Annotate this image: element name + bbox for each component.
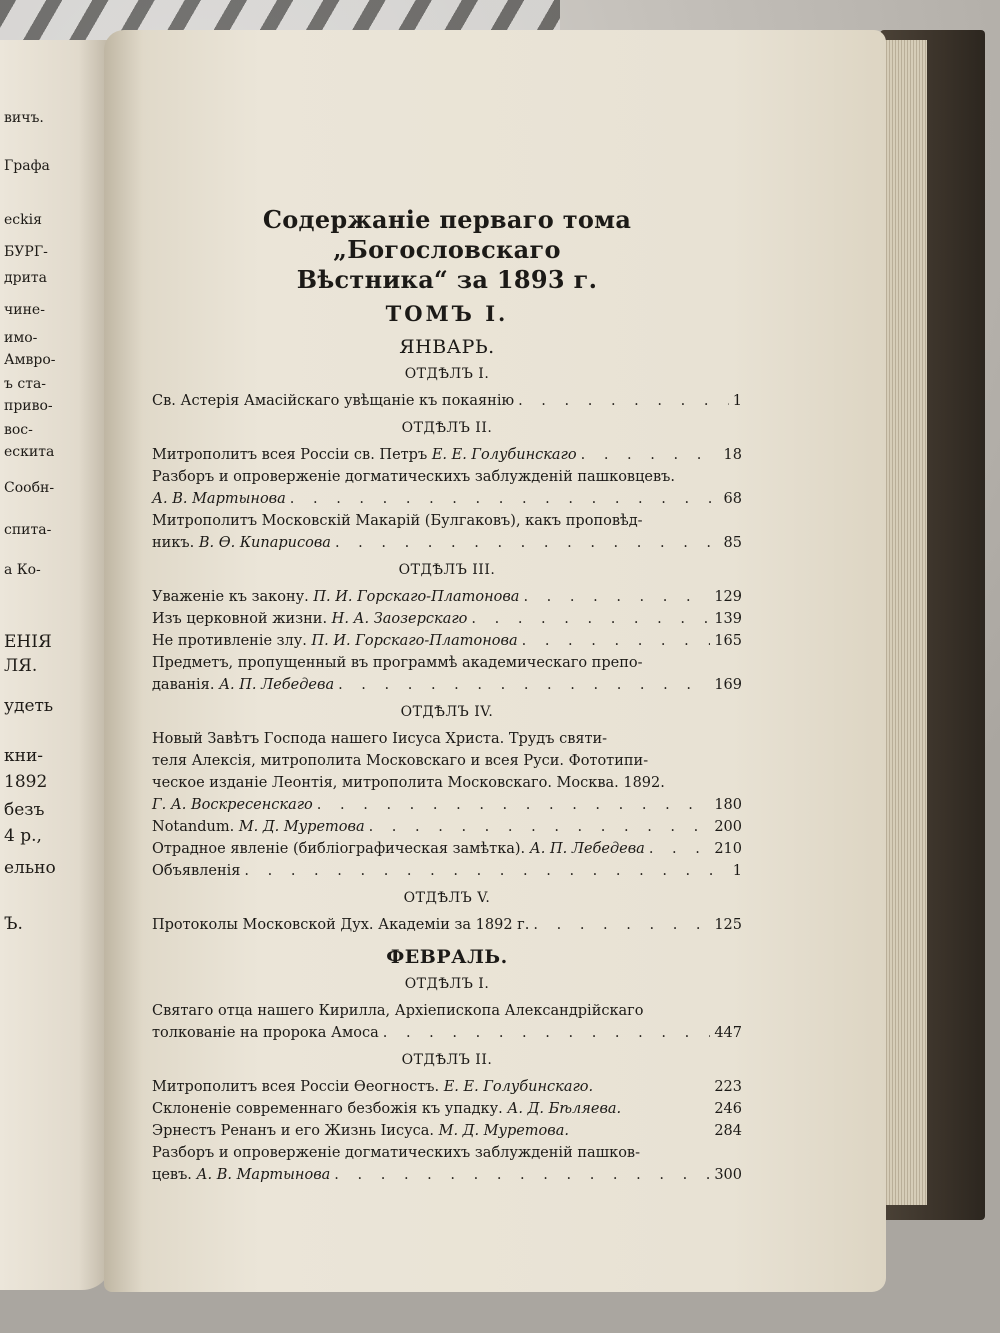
entry-author: Е. Е. Голубинскаго	[431, 447, 577, 463]
entry-text	[152, 1142, 742, 1164]
leader-dots	[523, 586, 710, 608]
entry-title: Разборъ и опроверженіе догматическихъ заблужденій пашковцевъ.	[152, 469, 675, 485]
entry-author: П. И. Горскаго-Платонова	[313, 589, 520, 605]
toc-title-line2: Вѣстника“ за 1893 г.	[296, 265, 598, 294]
month-heading: ЯНВАРЬ.	[399, 336, 495, 358]
entry-title: Св. Астерія Амасійскаго увѣщаніе къ покаянію	[152, 393, 515, 409]
entry-text	[152, 914, 529, 936]
entry-author: А. Д. Бѣляева.	[507, 1101, 622, 1117]
entry-text	[152, 466, 742, 488]
entry-text	[152, 586, 519, 608]
entry-title: Notandum.	[152, 819, 235, 835]
entry-author: Н. А. Заозерскаго	[331, 611, 468, 627]
section-heading: ОТДѢЛЪ III.	[398, 562, 496, 578]
month-heading: ФЕВРАЛЬ.	[386, 946, 508, 968]
leader-dots	[518, 390, 729, 412]
entry-text	[152, 532, 331, 554]
page-number: 223	[714, 1079, 742, 1095]
entry-text	[152, 608, 467, 630]
entry-title: даванія.	[152, 677, 215, 693]
toc-entry-line	[152, 652, 742, 674]
leader-dots	[533, 914, 710, 936]
toc-entry	[152, 652, 742, 696]
left-page-fragment: привo-	[4, 398, 53, 414]
entry-text	[152, 816, 365, 838]
entry-author: В. Ѳ. Кипарисова	[198, 535, 331, 551]
entry-text	[152, 1000, 742, 1022]
entry-author: А. В. Мартынова	[152, 491, 286, 507]
left-page-fragment: спита-	[4, 522, 52, 538]
entry-text	[152, 652, 742, 674]
toc-entry	[152, 466, 742, 510]
left-page-fragment: дрита	[4, 270, 48, 286]
entry-text	[152, 674, 334, 696]
page-number: 139	[714, 611, 742, 627]
section-heading: ОТДѢЛЪ II.	[401, 1052, 493, 1068]
section-heading: ОТДѢЛЪ I.	[404, 366, 490, 382]
toc-entry-line	[152, 772, 742, 794]
left-page-fragment: вичъ.	[4, 110, 44, 126]
page-number: 300	[714, 1167, 742, 1183]
toc-entry-line	[152, 1164, 742, 1186]
entry-title: Разборъ и опроверженіе догматическихъ заблужденій пашков-	[152, 1145, 640, 1161]
page-number: 85	[723, 535, 742, 551]
page-number: 210	[714, 841, 742, 857]
page-number: 246	[714, 1101, 742, 1117]
entry-text	[152, 510, 742, 532]
toc-entry-line	[152, 728, 742, 750]
page-number: 129	[714, 589, 742, 605]
toc-entry-line	[152, 674, 742, 696]
toc-entry	[152, 510, 742, 554]
toc-entry-line	[152, 1022, 742, 1044]
entry-title: Митрополитъ всея Россіи св. Петръ	[152, 447, 428, 463]
toc-entry	[152, 838, 742, 860]
entry-title: Объявленія	[152, 863, 241, 879]
leader-dots	[290, 488, 720, 510]
entry-text	[152, 1076, 593, 1098]
toc-entry	[152, 1076, 742, 1098]
page-number: 200	[714, 819, 742, 835]
left-page-fragment: имо-	[4, 330, 38, 346]
page-number: 165	[714, 633, 742, 649]
toc-entry-line	[152, 586, 742, 608]
entry-title: Новый Завѣтъ Господа нашего Іисуса Христа. Трудъ святи-	[152, 731, 608, 747]
left-page-fragment: 1892	[4, 772, 48, 792]
section-heading: ОТДѢЛЪ I.	[404, 976, 490, 992]
entry-author: Е. Е. Голубинскаго.	[443, 1079, 594, 1095]
entry-text	[152, 488, 286, 510]
entry-title: Эрнестъ Ренанъ и его Жизнь Іисуса.	[152, 1123, 434, 1139]
entry-text	[152, 1098, 621, 1120]
entry-text	[152, 838, 645, 860]
left-page-fragment: ельно	[4, 858, 56, 878]
leader-dots	[338, 674, 710, 696]
entry-title: Не противленіе злу.	[152, 633, 307, 649]
toc-entry-line	[152, 750, 742, 772]
entry-author: П. И. Горскаго-Платонова	[311, 633, 518, 649]
entry-text	[152, 444, 577, 466]
toc-entry-line	[152, 532, 742, 554]
entry-text	[152, 390, 514, 412]
entry-text	[152, 1120, 569, 1142]
toc-entry-line	[152, 1076, 742, 1098]
entry-title: Протоколы Московской Дух. Академіи за 1892 г.	[152, 917, 530, 933]
entry-author: М. Д. Муретова.	[438, 1123, 569, 1139]
entry-title: Склоненіе современнаго безбожія къ упадку.	[152, 1101, 503, 1117]
toc-entry-line	[152, 1142, 742, 1164]
page-number: 1	[732, 393, 742, 409]
toc-entry	[152, 1098, 742, 1120]
volume-heading: ТОМЪ I.	[385, 301, 509, 326]
leader-dots	[369, 816, 711, 838]
toc-entry-line	[152, 1000, 742, 1022]
leader-dots	[471, 608, 710, 630]
entry-author: Г. А. Воскресенскаго	[152, 797, 313, 813]
entry-text	[152, 750, 742, 772]
entry-text	[152, 1022, 379, 1044]
section-heading: ОТДѢЛЪ V.	[403, 890, 491, 906]
left-page-fragment: вос-	[4, 422, 33, 438]
leader-dots	[383, 1022, 711, 1044]
toc-entry-line	[152, 1098, 742, 1120]
toc-entry-line	[152, 838, 742, 860]
entry-author: А. П. Лебедева	[219, 677, 335, 693]
page-number: 180	[714, 797, 742, 813]
entry-title: никъ.	[152, 535, 195, 551]
leader-dots	[335, 532, 720, 554]
toc-entry-line	[152, 1120, 742, 1142]
entry-text	[152, 630, 518, 652]
toc-entry	[152, 1000, 742, 1044]
toc-entry-line	[152, 488, 742, 510]
left-page-fragment: ЕНІЯ	[4, 632, 52, 652]
leader-dots	[317, 794, 711, 816]
entry-title: Отрадное явленіе (библіографическая замѣтка).	[152, 841, 526, 857]
section-heading: ОТДѢЛЪ II.	[401, 420, 493, 436]
left-page-fragment: ъ ста-	[4, 376, 47, 392]
entry-text	[152, 794, 313, 816]
entry-title: Митрополитъ Московскій Макарій (Булгаковъ), какъ проповѣд-	[152, 513, 643, 529]
toc-entry	[152, 860, 742, 882]
toc-entry-line	[152, 444, 742, 466]
toc-entry-line	[152, 794, 742, 816]
entry-author: А. В. Мартынова	[196, 1167, 331, 1183]
toc-entry	[152, 728, 742, 816]
page-number: 125	[714, 917, 742, 933]
entry-title: Митрополитъ всея Россіи Ѳеогностъ.	[152, 1079, 440, 1095]
toc-entry-line	[152, 860, 742, 882]
toc-entry	[152, 390, 742, 412]
left-page-fragment: есkiя	[4, 212, 42, 228]
table-of-contents	[152, 205, 742, 1186]
toc-entry	[152, 444, 742, 466]
page-number: 18	[723, 447, 742, 463]
toc-entry	[152, 1120, 742, 1142]
leader-dots	[522, 630, 711, 652]
left-page-fragment: Ъ.	[4, 914, 23, 934]
page-number: 169	[714, 677, 742, 693]
entry-title: теля Алексія, митрополита Московскаго и всея Руси. Фототипи-	[152, 753, 649, 769]
left-page-fragment: безъ	[4, 800, 45, 820]
page-number: 1	[732, 863, 742, 879]
entry-title: Предметъ, пропущенный въ программѣ академическаго препо-	[152, 655, 643, 671]
toc-entry-line	[152, 914, 742, 936]
page-number: 447	[714, 1025, 742, 1041]
toc-title	[152, 205, 742, 295]
entry-title: цевъ.	[152, 1167, 192, 1183]
entry-text	[152, 1164, 330, 1186]
left-page-fragment: ескита	[4, 444, 55, 460]
left-page-fragment: Сообн-	[4, 480, 55, 496]
toc-entry	[152, 630, 742, 652]
toc-entry-line	[152, 510, 742, 532]
left-page-fragment: 4 р.,	[4, 826, 42, 846]
entry-author: А. П. Лебедева	[529, 841, 645, 857]
left-page-fragment: кни-	[4, 746, 44, 766]
toc-title-line1: Содержаніе перваго тома „Богословскаго	[262, 205, 632, 264]
entry-title: толкованіе на пророка Амоса	[152, 1025, 379, 1041]
toc-entry-line	[152, 816, 742, 838]
entry-title: Изъ церковной жизни.	[152, 611, 328, 627]
left-page	[0, 40, 112, 1290]
entry-text	[152, 860, 240, 882]
entry-title: ческое изданіе Леонтія, митрополита Московскаго. Москва. 1892.	[152, 775, 665, 791]
entry-text	[152, 772, 742, 794]
leader-dots	[649, 838, 711, 860]
left-page-fragment: ЛЯ.	[4, 656, 38, 676]
page-number: 68	[723, 491, 742, 507]
toc-entry-line	[152, 466, 742, 488]
section-heading: ОТДѢЛЪ IV.	[400, 704, 494, 720]
entry-title: Святаго отца нашего Кирилла, Архіепископа Александрійскаго	[152, 1003, 644, 1019]
toc-entry	[152, 1142, 742, 1186]
left-page-fragment: удеть	[4, 696, 54, 716]
left-page-fragment: Амвро-	[4, 352, 56, 368]
toc-entry	[152, 914, 742, 936]
leader-dots	[581, 444, 720, 466]
toc-entry-line	[152, 390, 742, 412]
entry-title: Уваженіе къ закону.	[152, 589, 309, 605]
months-container	[152, 336, 742, 1186]
left-page-fragment: чине-	[4, 302, 45, 318]
page-number: 284	[714, 1123, 742, 1139]
toc-entry	[152, 608, 742, 630]
entry-text	[152, 728, 742, 750]
left-page-fragment: БУРГ-	[4, 244, 48, 260]
left-page-fragment: а Ко-	[4, 562, 41, 578]
leader-dots	[334, 1164, 710, 1186]
toc-entry-line	[152, 630, 742, 652]
left-page-fragment: Графа	[4, 158, 50, 174]
leader-dots	[244, 860, 728, 882]
entry-author: М. Д. Муретова	[238, 819, 365, 835]
toc-entry	[152, 816, 742, 838]
toc-entry-line	[152, 608, 742, 630]
toc-entry	[152, 586, 742, 608]
